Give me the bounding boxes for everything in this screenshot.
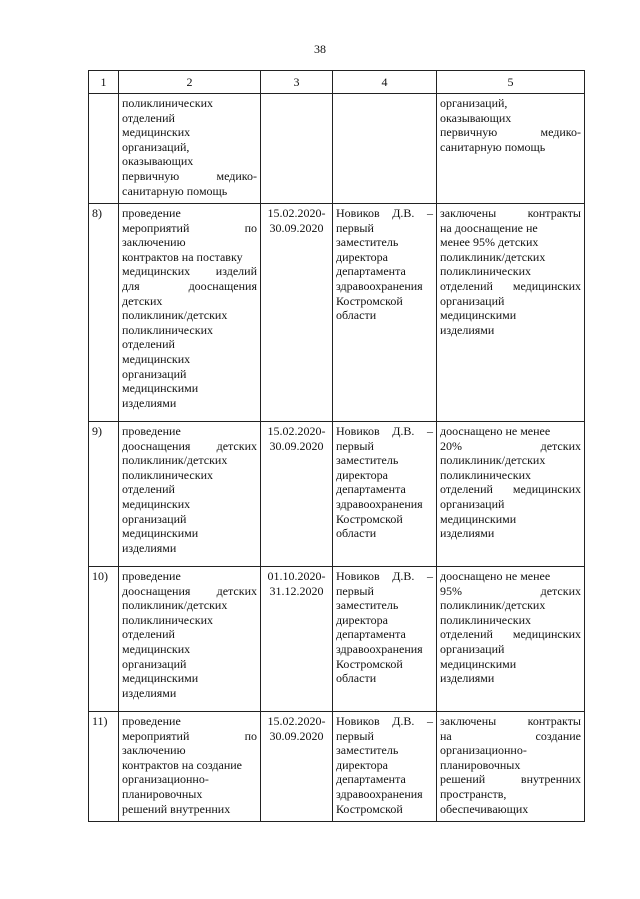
cell-line: изделиями [122, 685, 177, 700]
cell-line: медицинскими [122, 526, 199, 541]
cell-line: заключению [122, 743, 186, 758]
activity-cell [119, 204, 261, 422]
activity-cell [119, 712, 261, 822]
cell-line: первый [336, 583, 374, 598]
cell-line: оказывающих [122, 154, 194, 169]
cell-line: медицинских [122, 351, 191, 366]
cell-line: поликлинических [122, 96, 213, 110]
cell-line: отделений медицинских [440, 278, 581, 293]
cell-line: изделиями [440, 526, 495, 541]
result-cell [437, 204, 585, 422]
cell-line: заместитель [336, 743, 399, 758]
responsible-cell [333, 94, 437, 204]
header-col-1: 1 [89, 71, 119, 94]
cell-line: Новиков Д.В. – [336, 569, 433, 583]
result-cell [437, 567, 585, 712]
cell-line: организаций [122, 366, 187, 381]
cell-line: обеспечивающих [440, 801, 529, 816]
cell-line: поликлинических [440, 264, 531, 279]
cell-line: заключению [122, 235, 186, 250]
cell-line: проведение [122, 569, 181, 583]
cell-line: медицинскими [440, 511, 517, 526]
cell-line: контрактов на создание [122, 757, 242, 772]
cell-line: медицинскими [122, 671, 199, 686]
cell-line: Новиков Д.В. – [336, 424, 433, 438]
cell-line: организационно- [440, 743, 527, 758]
cell-line: поликлиник/детских [122, 453, 228, 468]
cell-line: заключены контракты [440, 714, 581, 728]
cell-line: организаций [440, 293, 505, 308]
cell-line: для дооснащения [122, 278, 257, 293]
page-number: 38 [314, 42, 326, 56]
period-cell [261, 567, 333, 712]
cell-line: 30.09.2020 [269, 220, 324, 235]
cell-line: изделиями [440, 671, 495, 686]
cell-line: медицинскими [440, 656, 517, 671]
table-body [89, 94, 585, 822]
cell-line: медицинских [122, 496, 191, 511]
cell-line: поликлинических [122, 322, 213, 337]
activity-cell [119, 567, 261, 712]
header-row [89, 71, 585, 94]
cell-line: области [336, 671, 377, 686]
result-cell [437, 712, 585, 822]
cell-line: Костромской [336, 511, 403, 526]
cell-line: на дооснащение не [440, 220, 538, 235]
continuation-row [89, 94, 585, 204]
cell-line: директора [336, 467, 388, 482]
cell-line: первичную медико- [440, 125, 581, 140]
cell-line: Костромской [336, 293, 403, 308]
cell-line: 30.09.2020 [269, 728, 324, 743]
period-cell [261, 422, 333, 567]
cell-line: медицинских [122, 641, 191, 656]
cell-line: Костромской [336, 801, 403, 816]
cell-line: поликлинических [440, 612, 531, 627]
cell-line: отделений [122, 482, 175, 497]
cell-line: поликлиник/детских [122, 308, 228, 323]
cell-line: 15.02.2020- [267, 424, 326, 438]
cell-line: поликлинических [122, 467, 213, 482]
cell-line: первый [336, 728, 374, 743]
cell-line: организационно- [122, 772, 209, 787]
cell-line: здравоохранения [336, 278, 423, 293]
activity-cell [119, 94, 261, 204]
period-cell [261, 712, 333, 822]
cell-line: планировочных [122, 786, 203, 801]
cell-line: санитарную помощь [122, 183, 228, 198]
cell-line: организаций [122, 511, 187, 526]
table-row [89, 422, 585, 567]
cell-line: здравоохранения [336, 786, 423, 801]
cell-line: здравоохранения [336, 641, 423, 656]
result-cell [437, 94, 585, 204]
cell-line: заключены контракты [440, 206, 581, 220]
header-col-5: 5 [437, 71, 585, 94]
cell-line: отделений медицинских [440, 482, 581, 497]
cell-line: поликлиник/детских [440, 453, 546, 468]
cell-line: области [336, 526, 377, 541]
cell-line: санитарную помощь [440, 139, 546, 154]
cell-line: контрактов на поставку [122, 249, 243, 264]
cell-line: поликлинических [122, 612, 213, 627]
cell-line: Новиков Д.В. – [336, 714, 433, 728]
cell-line: решений внутренних [122, 801, 231, 816]
row-number: 8) [89, 204, 119, 422]
cell-line: дооснащения детских [122, 438, 257, 453]
header-col-4: 4 [333, 71, 437, 94]
responsible-cell [333, 204, 437, 422]
cell-line: заместитель [336, 235, 399, 250]
row-number: 9) [89, 422, 119, 567]
cell-line: первичную медико- [122, 168, 257, 183]
period-cell [261, 204, 333, 422]
cell-line: медицинских изделий [122, 264, 257, 279]
header-col-2: 2 [119, 71, 261, 94]
cell-line: медицинскими [440, 308, 517, 323]
cell-line: директора [336, 757, 388, 772]
cell-line: дооснащения детских [122, 583, 257, 598]
cell-line: изделиями [122, 540, 177, 555]
cell-line: здравоохранения [336, 496, 423, 511]
cell-line: 01.10.2020- [267, 569, 326, 583]
cell-line: организаций [122, 656, 187, 671]
cell-line: поликлиник/детских [122, 598, 228, 613]
cell-line: пространств, [440, 786, 507, 801]
cell-line: первый [336, 438, 374, 453]
row-number [89, 94, 119, 204]
cell-line: директора [336, 249, 388, 264]
result-cell [437, 422, 585, 567]
cell-line: организаций, [122, 139, 190, 154]
responsible-cell [333, 712, 437, 822]
measures-table [88, 70, 585, 822]
cell-line: организаций [440, 641, 505, 656]
cell-line: мероприятий по [122, 220, 257, 235]
cell-line: менее 95% детских [440, 235, 539, 250]
cell-line: поликлинических [440, 467, 531, 482]
cell-line: изделиями [440, 322, 495, 337]
cell-line: директора [336, 612, 388, 627]
cell-line: оказывающих [440, 110, 512, 125]
cell-line: Костромской [336, 656, 403, 671]
cell-line: 95% детских [440, 583, 581, 598]
cell-line: департамента [336, 772, 406, 787]
cell-line: отделений медицинских [440, 627, 581, 642]
row-number: 11) [89, 712, 119, 822]
row-number: 10) [89, 567, 119, 712]
cell-line: планировочных [440, 757, 521, 772]
cell-line: первый [336, 220, 374, 235]
cell-line: области [336, 308, 377, 323]
activity-cell [119, 422, 261, 567]
cell-line: департамента [336, 264, 406, 279]
cell-line: детских [122, 293, 163, 308]
cell-line: отделений [122, 110, 175, 125]
cell-line: организаций, [440, 96, 508, 110]
cell-line: заместитель [336, 598, 399, 613]
cell-line: организаций [440, 496, 505, 511]
cell-line: проведение [122, 206, 181, 220]
cell-line: проведение [122, 714, 181, 728]
cell-line: поликлиник/детских [440, 598, 546, 613]
cell-line: медицинских [122, 125, 191, 140]
cell-line: заместитель [336, 453, 399, 468]
cell-line: проведение [122, 424, 181, 438]
cell-line: поликлиник/детских [440, 249, 546, 264]
cell-line: отделений [122, 337, 175, 352]
cell-line: 30.09.2020 [269, 438, 324, 453]
table-row [89, 567, 585, 712]
cell-line: 31.12.2020 [269, 583, 324, 598]
table-row [89, 712, 585, 822]
cell-line: изделиями [122, 395, 177, 410]
responsible-cell [333, 567, 437, 712]
header-col-3: 3 [261, 71, 333, 94]
cell-line: 15.02.2020- [267, 206, 326, 220]
cell-line: департамента [336, 482, 406, 497]
cell-line: отделений [122, 627, 175, 642]
cell-line: Новиков Д.В. – [336, 206, 433, 220]
table-row [89, 204, 585, 422]
cell-line: дооснащено не менее [440, 569, 551, 583]
cell-line: департамента [336, 627, 406, 642]
cell-line: 15.02.2020- [267, 714, 326, 728]
cell-line: дооснащено не менее [440, 424, 551, 438]
cell-line: решений внутренних [440, 772, 581, 787]
period-cell [261, 94, 333, 204]
cell-line: на создание [440, 728, 581, 743]
cell-line: 20% детских [440, 438, 581, 453]
responsible-cell [333, 422, 437, 567]
cell-line: мероприятий по [122, 728, 257, 743]
cell-line: медицинскими [122, 381, 199, 396]
